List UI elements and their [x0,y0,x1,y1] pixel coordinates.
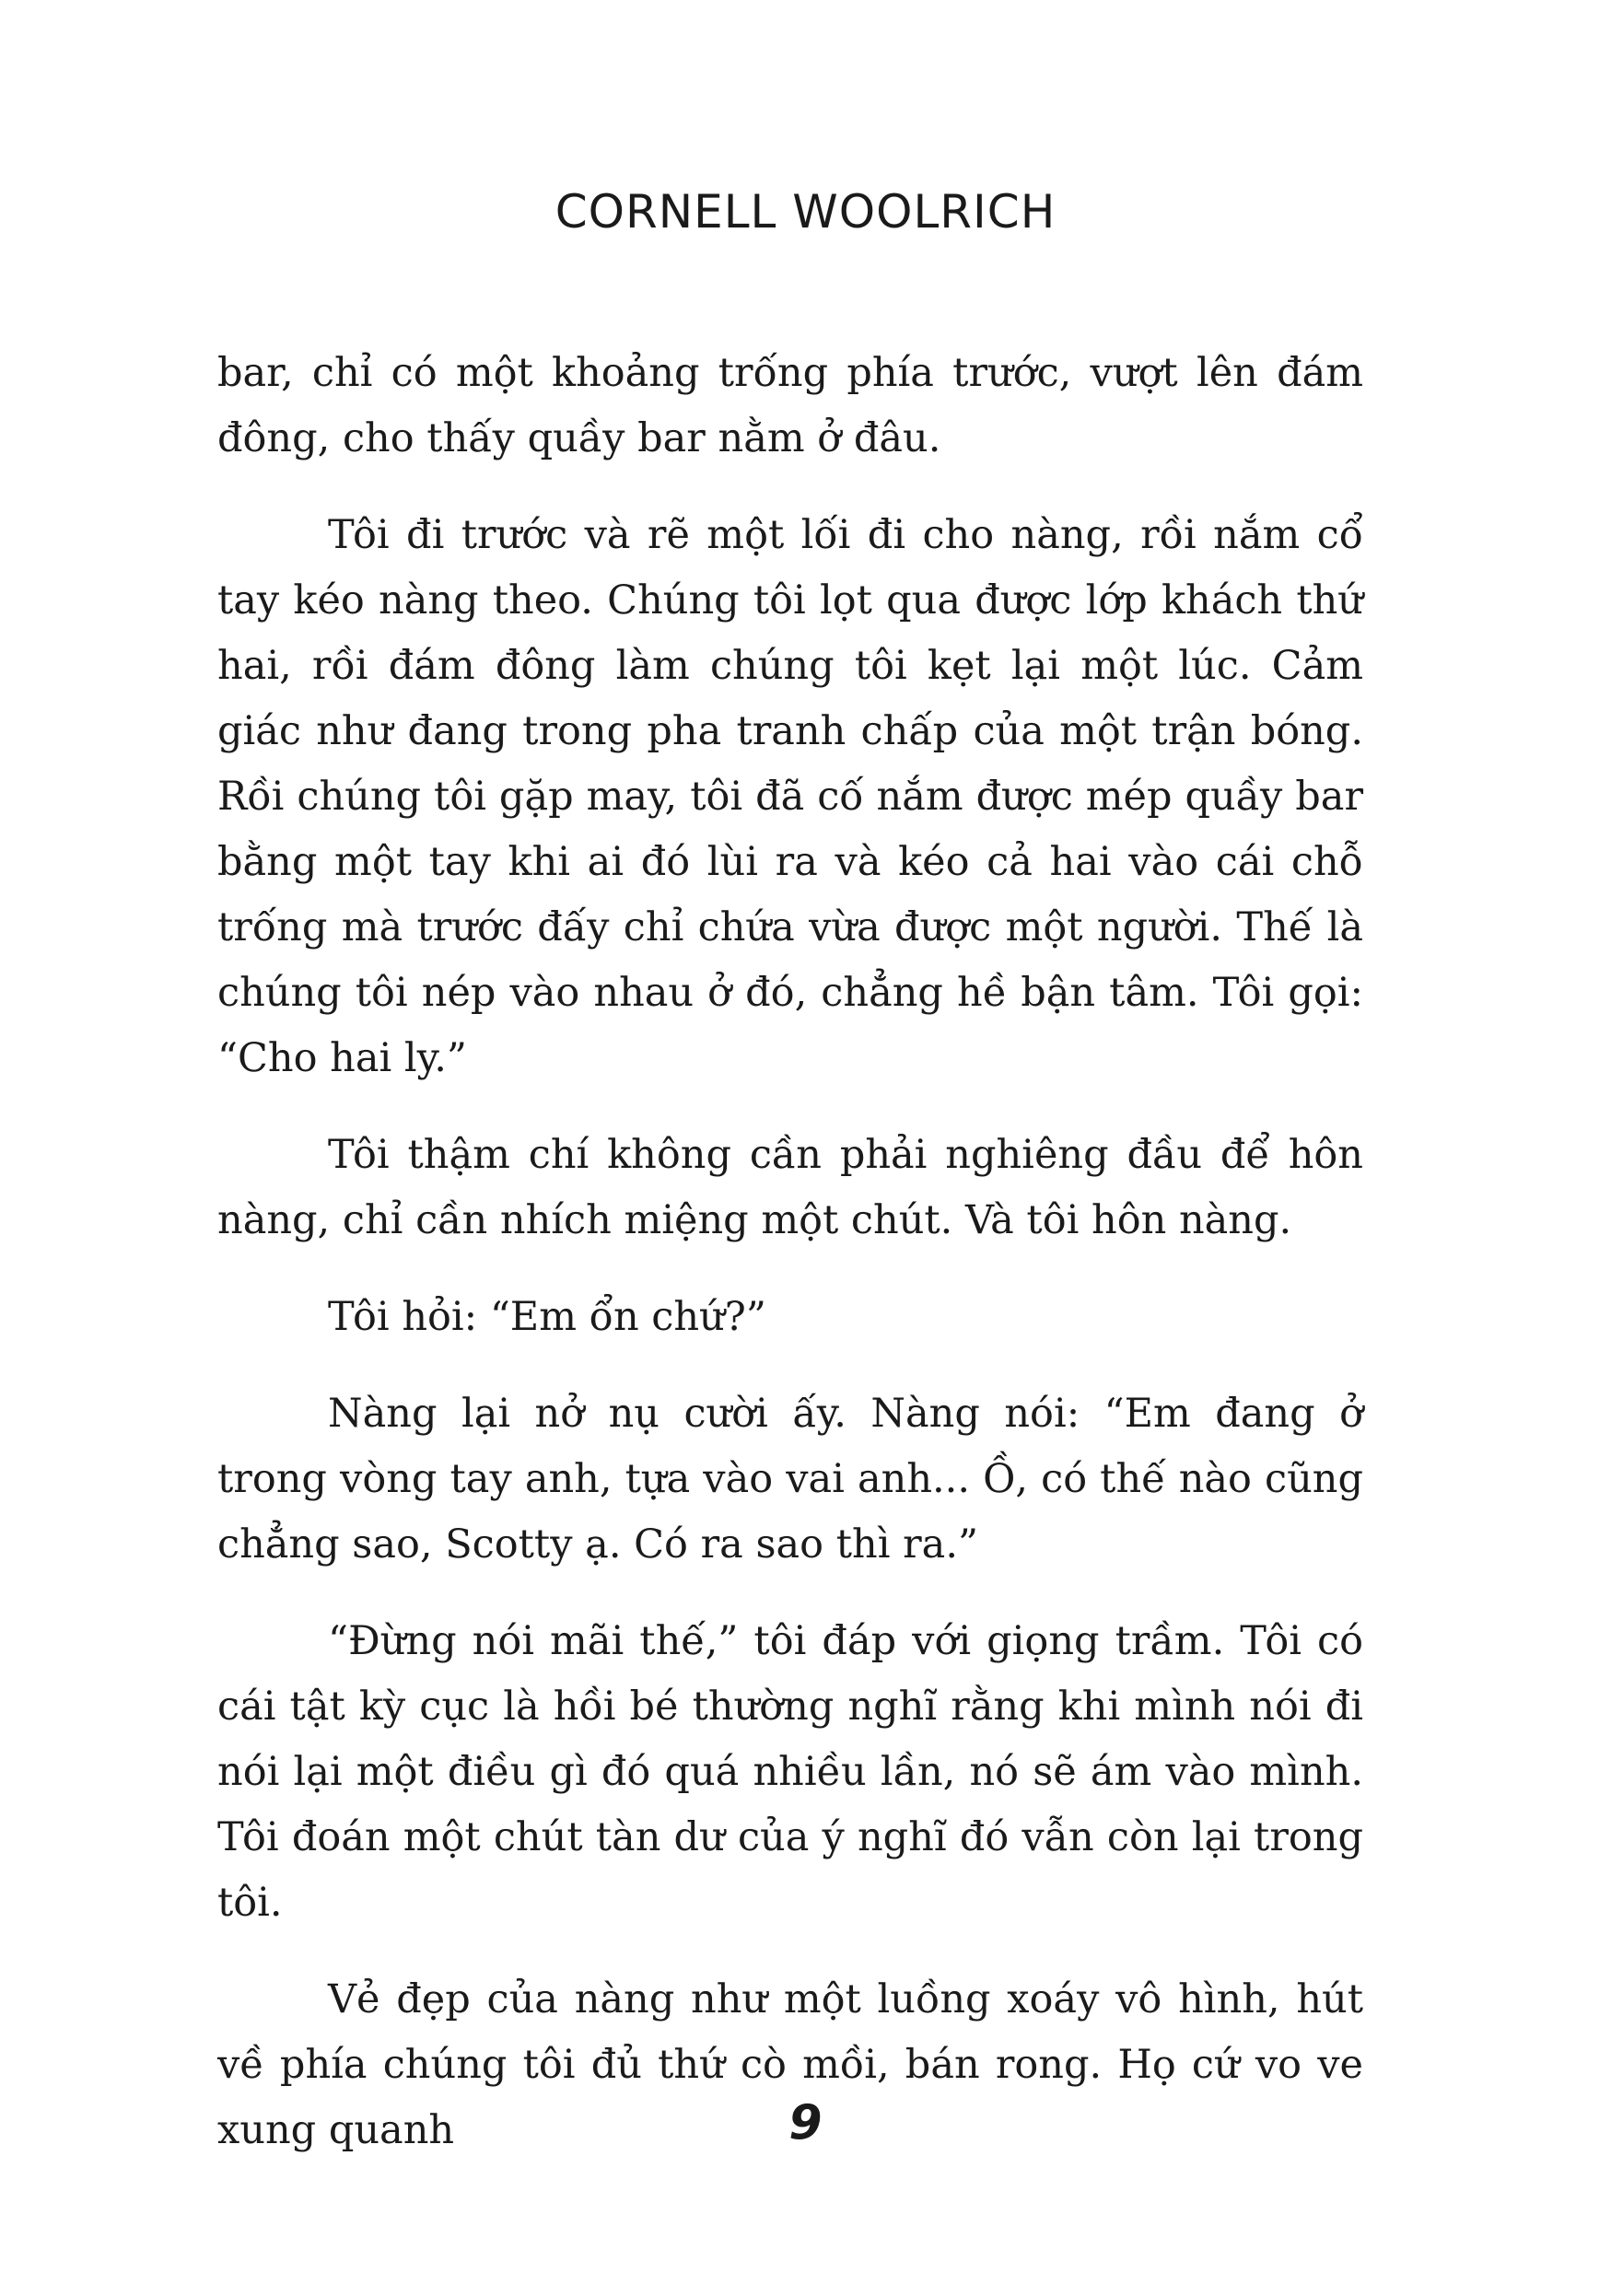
paragraph: Tôi thậm chí không cần phải nghiêng đầu để hôn nàng, chỉ cần nhích miệng một chút. Và tôi hôn nàng. [217,1132,1363,1243]
paragraph: Vẻ đẹp của nàng như một luồng xoáy vô hình, hút về phía chúng tôi đủ thứ cò mồi, bán rong. Họ cứ vo ve xung quanh [217,1976,1363,2153]
paragraph: Tôi đi trước và rẽ một lối đi cho nàng, rồi nắm cổ tay kéo nàng theo. Chúng tôi lọt qua được lớp khách thứ hai, rồi đám đông làm chúng tôi kẹt lại một lúc. Cảm giác như đang trong pha tranh chấp của một trận bóng. Rồi chúng tôi gặp may, tôi đã cố nắm được mép quầy bar bằng một tay khi ai đó lùi ra và kéo cả hai vào cái chỗ trống mà trước đấy chỉ chứa vừa được một người. Thế là chúng tôi nép vào nhau ở đó, chẳng hề bận tâm. Tôi gọi: “Cho hai ly.” [217,512,1363,1081]
paragraph: “Đừng nói mãi thế,” tôi đáp với giọng trầm. Tôi có cái tật kỳ cục là hồi bé thường nghĩ rằng khi mình nói đi nói lại một điều gì đó quá nhiều lần, nó sẽ ám vào mình. Tôi đoán một chút tàn dư của ý nghĩ đó vẫn còn lại trong tôi. [217,1618,1363,1926]
paragraph: Tôi hỏi: “Em ổn chứ?” [328,1294,766,1340]
page-number: 9 [788,2095,823,2150]
running-header-title: CORNELL WOOLRICH [555,185,1056,239]
body-text [217,341,1363,2195]
paragraph: Nàng lại nở nụ cười ấy. Nàng nói: “Em đang ở trong vòng tay anh, tựa vào vai anh... Ồ, có thế nào cũng chẳng sao, Scotty ạ. Có ra sao thì ra.” [217,1391,1363,1568]
paragraph-continued: bar, chỉ có một khoảng trống phía trước, vượt lên đám đông, cho thấy quầy bar nằm ở đâu. [217,350,1363,461]
